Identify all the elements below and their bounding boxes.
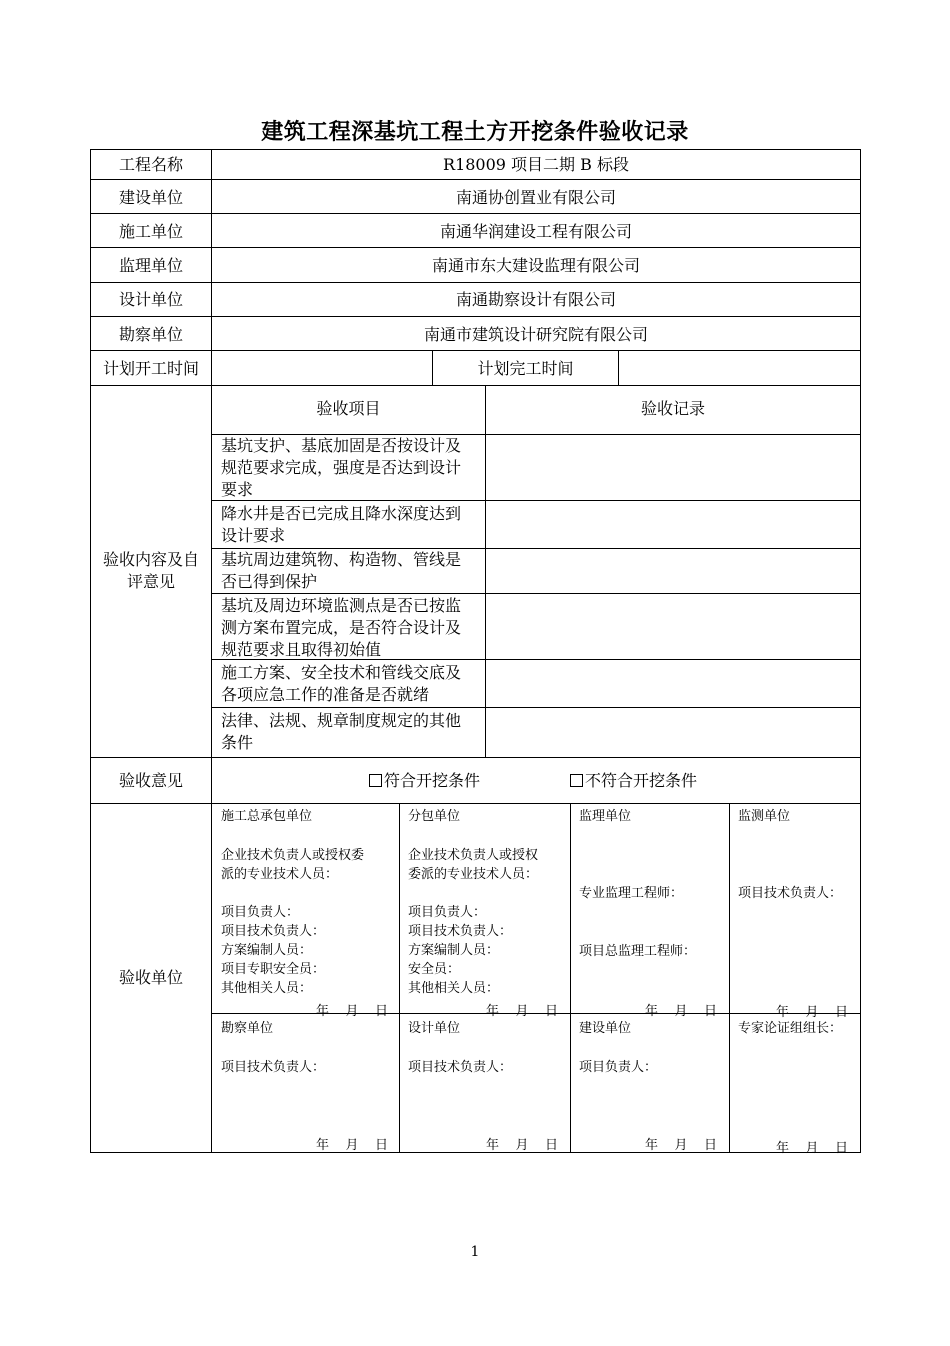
signature-date: 年 月 日 bbox=[644, 1004, 717, 1019]
inspection-item-1: 基坑支护、基底加固是否按设计及 规范要求完成，强度是否达到设计 要求 bbox=[221, 436, 462, 499]
info-label: 设计单位 bbox=[118, 290, 183, 309]
inspection-item-4: 基坑及周边环境监测点是否已按监 测方案布置完成，是否符合设计及 规范要求且取得初始值 bbox=[221, 596, 462, 659]
info-label: 勘察单位 bbox=[118, 325, 183, 344]
info-value: 南通市建筑设计研究院有限公司 bbox=[423, 325, 648, 344]
info-value: 南通协创置业有限公司 bbox=[455, 188, 616, 207]
units-section-label: 验收单位 bbox=[118, 968, 183, 987]
info-label: 工程名称 bbox=[118, 155, 183, 174]
unit-signatory: 项目技术负责人： bbox=[738, 886, 843, 901]
document-title: 建筑工程深基坑工程土方开挖条件验收记录 bbox=[261, 119, 689, 145]
acceptance-record-form bbox=[90, 149, 861, 1156]
unit-signatory: 项目负责人： bbox=[579, 1060, 658, 1075]
unit-signatory: 项目技术负责人： bbox=[221, 1060, 326, 1075]
inspection-item-3: 基坑周边建筑物、构造物、管线是 否已得到保护 bbox=[221, 550, 462, 591]
start-date-label: 计划开工时间 bbox=[102, 359, 199, 378]
signature-date: 年 月 日 bbox=[775, 1141, 848, 1156]
unit-name: 施工总承包单位 bbox=[221, 809, 313, 824]
unit-name: 监测单位 bbox=[738, 809, 791, 824]
end-date-label: 计划完工时间 bbox=[477, 359, 574, 378]
info-value: 南通华润建设工程有限公司 bbox=[439, 222, 632, 241]
unit-signatories: 企业技术负责人或授权委 派的专业技术人员： 项目负责人： 项目技术负责人： 方案编制人员： 项目专职安全员： 其他相关人员： bbox=[221, 848, 365, 996]
page-number: 1 bbox=[470, 1244, 480, 1260]
opinion-option-qualified[interactable]: 符合开挖条件 bbox=[369, 770, 480, 792]
signature-date: 年 月 日 bbox=[315, 1004, 388, 1019]
inspection-section-label: 验收内容及自 评意见 bbox=[102, 550, 199, 591]
info-value: 南通市东大建设监理有限公司 bbox=[431, 256, 640, 275]
unit-signatory: 项目技术负责人： bbox=[408, 1060, 513, 1075]
unit-name: 监理单位 bbox=[579, 809, 632, 824]
unit-name: 专家论证组组长： bbox=[738, 1021, 843, 1036]
info-value: R18009 项目二期 B 标段 bbox=[443, 155, 629, 174]
signature-date: 年 月 日 bbox=[485, 1138, 558, 1153]
opinion-option-unqualified[interactable]: 不符合开挖条件 bbox=[570, 770, 697, 792]
opinion-label: 验收意见 bbox=[118, 771, 183, 790]
inspection-item-6: 法律、法规、规章制度规定的其他 条件 bbox=[221, 711, 462, 752]
checkbox-icon[interactable] bbox=[570, 774, 583, 787]
info-label: 施工单位 bbox=[118, 222, 183, 241]
unit-signatory: 项目总监理工程师： bbox=[579, 944, 697, 959]
signature-date: 年 月 日 bbox=[644, 1138, 717, 1153]
unit-signatories: 企业技术负责人或授权 委派的专业技术人员： 项目负责人： 项目技术负责人： 方案编制人员： 安全员： 其他相关人员： bbox=[408, 848, 539, 996]
inspection-item-2: 降水井是否已完成且降水深度达到 设计要求 bbox=[221, 504, 462, 545]
inspection-item-5: 施工方案、安全技术和管线交底及 各项应急工作的准备是否就绪 bbox=[221, 663, 462, 704]
checkbox-icon[interactable] bbox=[369, 774, 382, 787]
unit-signatory: 专业监理工程师： bbox=[579, 886, 684, 901]
unit-name: 建设单位 bbox=[579, 1021, 632, 1036]
inspection-item-header: 验收项目 bbox=[316, 399, 381, 418]
signature-date: 年 月 日 bbox=[485, 1004, 558, 1019]
signature-date: 年 月 日 bbox=[315, 1138, 388, 1153]
unit-name: 分包单位 bbox=[408, 809, 461, 824]
signature-date: 年 月 日 bbox=[775, 1005, 848, 1020]
inspection-record-header: 验收记录 bbox=[640, 399, 705, 418]
unit-name: 设计单位 bbox=[408, 1021, 461, 1036]
info-value: 南通勘察设计有限公司 bbox=[455, 290, 616, 309]
unit-name: 勘察单位 bbox=[221, 1021, 274, 1036]
info-label: 建设单位 bbox=[118, 188, 183, 207]
info-label: 监理单位 bbox=[118, 256, 183, 275]
